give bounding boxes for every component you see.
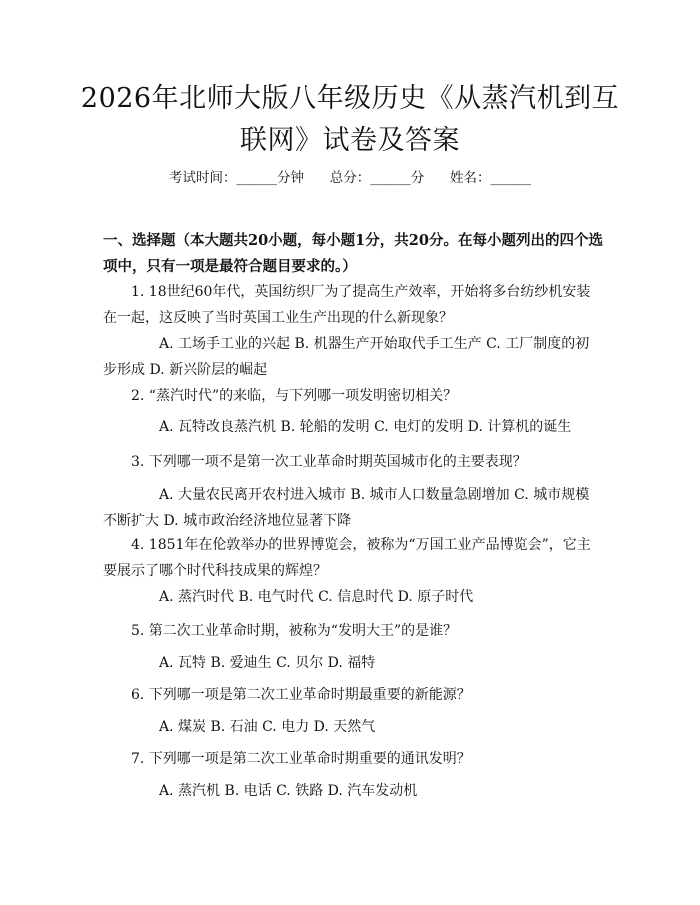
question-options: A. 大量农民离开农村进入城市 B. 城市人口数量急剧增加 C. 城市规模不断扩大 D. 城市政治经济地位显著下降 xyxy=(103,487,590,529)
question-options: A. 煤炭 B. 石油 C. 电力 D. 天然气 xyxy=(159,719,376,735)
title-line-2: 联网》试卷及答案 xyxy=(240,125,460,156)
exam-info-line: 考试时间：______分钟 总分：______分 姓名：______ xyxy=(169,170,531,186)
question-options: A. 瓦特 B. 爱迪生 C. 贝尔 D. 福特 xyxy=(159,655,376,671)
question-options: A. 蒸汽时代 B. 电气时代 C. 信息时代 D. 原子时代 xyxy=(159,589,474,605)
question-options: A. 蒸汽机 B. 电话 C. 铁路 D. 汽车发动机 xyxy=(159,783,418,799)
section-heading: 一、选择题（本大题共20小题，每小题1分，共20分。在每小题列出的四个选项中，只有一项是最符合题目要求的。） xyxy=(103,232,603,275)
question-stem: 5. 第二次工业革命时期，被称为“发明大王”的是谁？ xyxy=(131,623,458,639)
question-stem: 3. 下列哪一项不是第一次工业革命时期英国城市化的主要表现？ xyxy=(131,454,527,470)
question-stem: 2. “蒸汽时代”的来临，与下列哪一项发明密切相关？ xyxy=(131,388,458,404)
question-stem: 1. 18世纪60年代，英国纺织厂为了提高生产效率，开始将多台纺纱机安装在一起，这反映了当时英国工业生产出现的什么新现象？ xyxy=(103,284,591,326)
question-stem: 4. 1851年在伦敦举办的世界博览会，被称为“万国工业产品博览会”，它主要展示了哪个时代科技成果的辉煌？ xyxy=(103,537,591,579)
page-title xyxy=(0,78,700,162)
question-stem: 6. 下列哪一项是第二次工业革命时期最重要的新能源？ xyxy=(131,687,471,703)
question-options: A. 工场手工业的兴起 B. 机器生产开始取代手工生产 C. 工厂制度的初步形成 D. 新兴阶层的崛起 xyxy=(103,336,590,378)
question-stem: 7. 下列哪一项是第二次工业革命时期重要的通讯发明？ xyxy=(131,751,471,767)
question-options: A. 瓦特改良蒸汽机 B. 轮船的发明 C. 电灯的发明 D. 计算机的诞生 xyxy=(159,419,572,435)
title-line-1: 2026年北师大版八年级历史《从蒸汽机到互 xyxy=(80,83,620,114)
